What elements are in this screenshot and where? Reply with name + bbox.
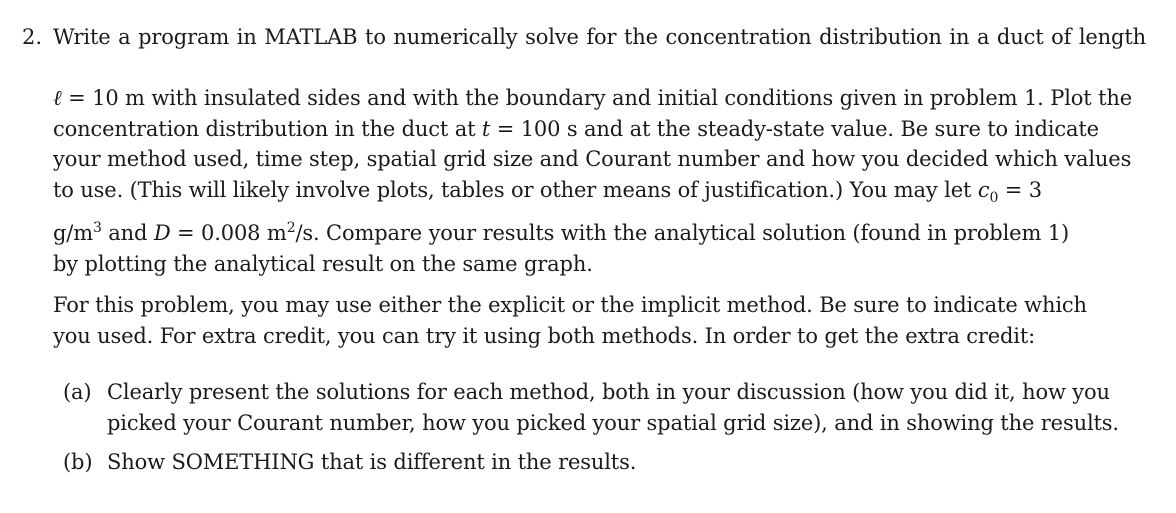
p1-line-2 (53, 86, 1132, 110)
p1-line-6-text-c: = 0.008 m (170, 221, 287, 246)
p1-line-6-text-d: /s. Compare your results with the analytical solution (found in problem 1) (295, 221, 1069, 246)
list-item-a (63, 377, 1146, 439)
cube-superscript: 3 (92, 220, 102, 237)
square-superscript: 2 (286, 220, 296, 237)
p1-line-5-text-a: to use. (This will likely involve plots, tables or other means of justification.) You may let (53, 177, 978, 202)
c0-symbol: c (977, 177, 990, 202)
diffusivity-symbol: D (153, 221, 171, 246)
list-label-b: (b) (63, 450, 93, 475)
time-symbol: t (481, 116, 491, 141)
p1-line-6-text-b: and (101, 221, 154, 246)
p1-line-5 (53, 177, 1042, 206)
item-a-line-1: Clearly present the solutions for each method, both in your discussion (how you did it, how you (107, 380, 1110, 405)
list-item-b (63, 447, 1146, 478)
problem-number: 2. (22, 25, 43, 49)
length-symbol: ℓ (53, 86, 62, 110)
p1-line-3-text-a: concentration distribution in the duct at (53, 116, 482, 141)
item-a-line-2: picked your Courant number, how you picked your spatial grid size), and in showing the results. (107, 411, 1119, 436)
p1-line-3 (53, 117, 1099, 141)
extra-credit-list (63, 377, 1146, 478)
list-label-a: (a) (63, 380, 92, 405)
p1-line-6-text-a: g/m (53, 221, 93, 246)
problem-paragraph-1 (53, 22, 1146, 279)
item-b-line-1: Show SOMETHING that is different in the results. (107, 450, 637, 475)
p1-line-7: by plotting the analytical result on the same graph. (53, 251, 593, 276)
p1-line-5-text-b: = 3 (998, 177, 1042, 202)
c0-subscript: 0 (989, 189, 999, 206)
p2-line-1: For this problem, you may use either the explicit or the implicit method. Be sure to indicate which (53, 293, 1087, 318)
p1-line-1: Write a program in MATLAB to numerically solve for the concentration distribution in a duct of length (53, 25, 1146, 49)
p1-line-4: your method used, time step, spatial grid size and Courant number and how you decided which values (53, 147, 1132, 171)
problem-paragraph-2 (53, 290, 1146, 352)
problem-2 (22, 22, 1146, 478)
p1-line-6 (53, 221, 1069, 245)
p1-line-2-text: = 10 m with insulated sides and with the boundary and initial conditions given in problem 1. Plot the (61, 86, 1133, 110)
p1-line-3-text-b: = 100 s and at the steady-state value. Be sure to indicate (490, 116, 1099, 141)
p2-line-2: you used. For extra credit, you can try it using both methods. In order to get the extra credit: (53, 324, 1036, 349)
